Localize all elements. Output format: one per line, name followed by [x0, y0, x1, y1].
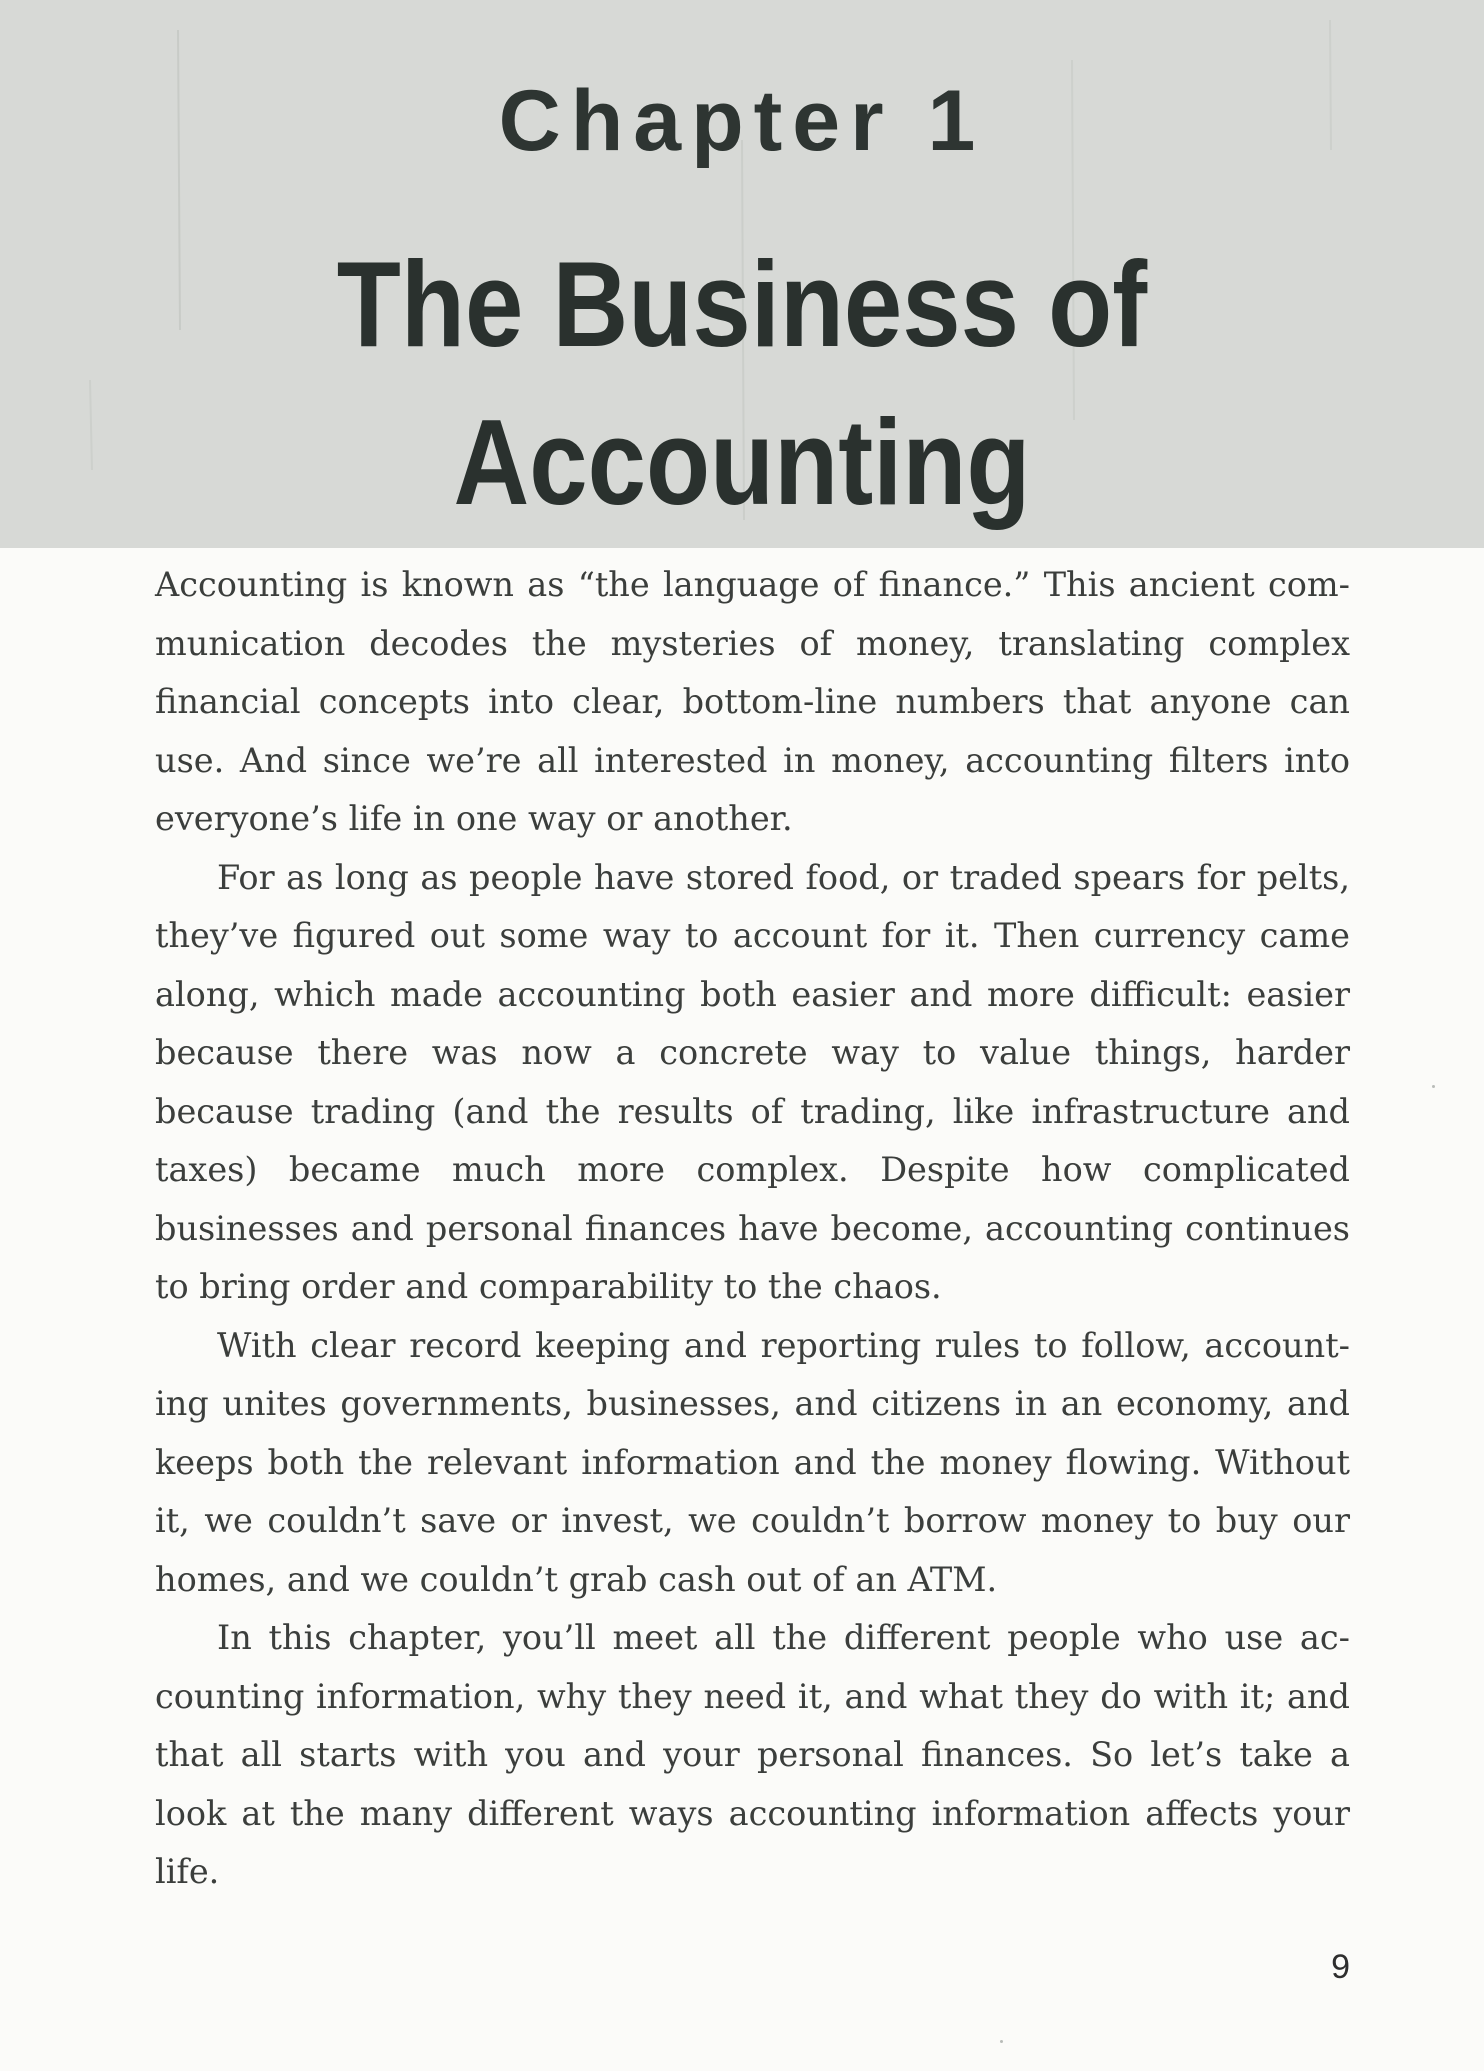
page-number: 9 — [1331, 1948, 1350, 1986]
chapter-body-text — [155, 556, 1350, 1902]
chapter-title-line-2: Accounting — [453, 394, 1031, 530]
chapter-header-band — [0, 0, 1484, 548]
chapter-title — [104, 225, 1380, 541]
chapter-title-line-1: The Business of — [336, 236, 1148, 372]
chapter-number-label: Chapter 1 — [498, 73, 986, 169]
paper-speck — [1000, 2040, 1003, 2043]
paragraph-1: Accounting is known as “the language of finance.” This ancient communication decodes the mysteries of money, translating complex financial concepts into clear, bottom-line numbers that anyone can use. And since we’re all interested in money, accounting filters into everyone’s life in one way or another. — [155, 565, 1350, 838]
paragraph-2: For as long as people have stored food, or traded spears for pelts, they’ve figured out some way to account for it. Then currency came along, which made accounting both easier and more difficult: easier because there was now a concrete way to value things, harder because trading (and the results of trading, like infrastructure and taxes) became much more complex. Despite how complicated businesses and personal finances have become, accounting continues to bring order and comparability to the chaos. — [155, 857, 1350, 1306]
paper-speck — [1432, 1085, 1435, 1088]
paragraph-3: With clear record keeping and reporting rules to follow, accounting unites governments, businesses, and citizens in an economy, and keeps both the relevant information and the money flowing. Without it, we couldn’t save or invest, we couldn’t borrow money to buy our homes, and we couldn’t grab cash out of an ATM. — [155, 1325, 1350, 1599]
paragraph-4: In this chapter, you’ll meet all the different people who use accounting information, why they need it, and what they do with it; and that all starts with you and your personal finances. So let’s take a look at the many different ways accounting information affects your life. — [155, 1618, 1350, 1891]
